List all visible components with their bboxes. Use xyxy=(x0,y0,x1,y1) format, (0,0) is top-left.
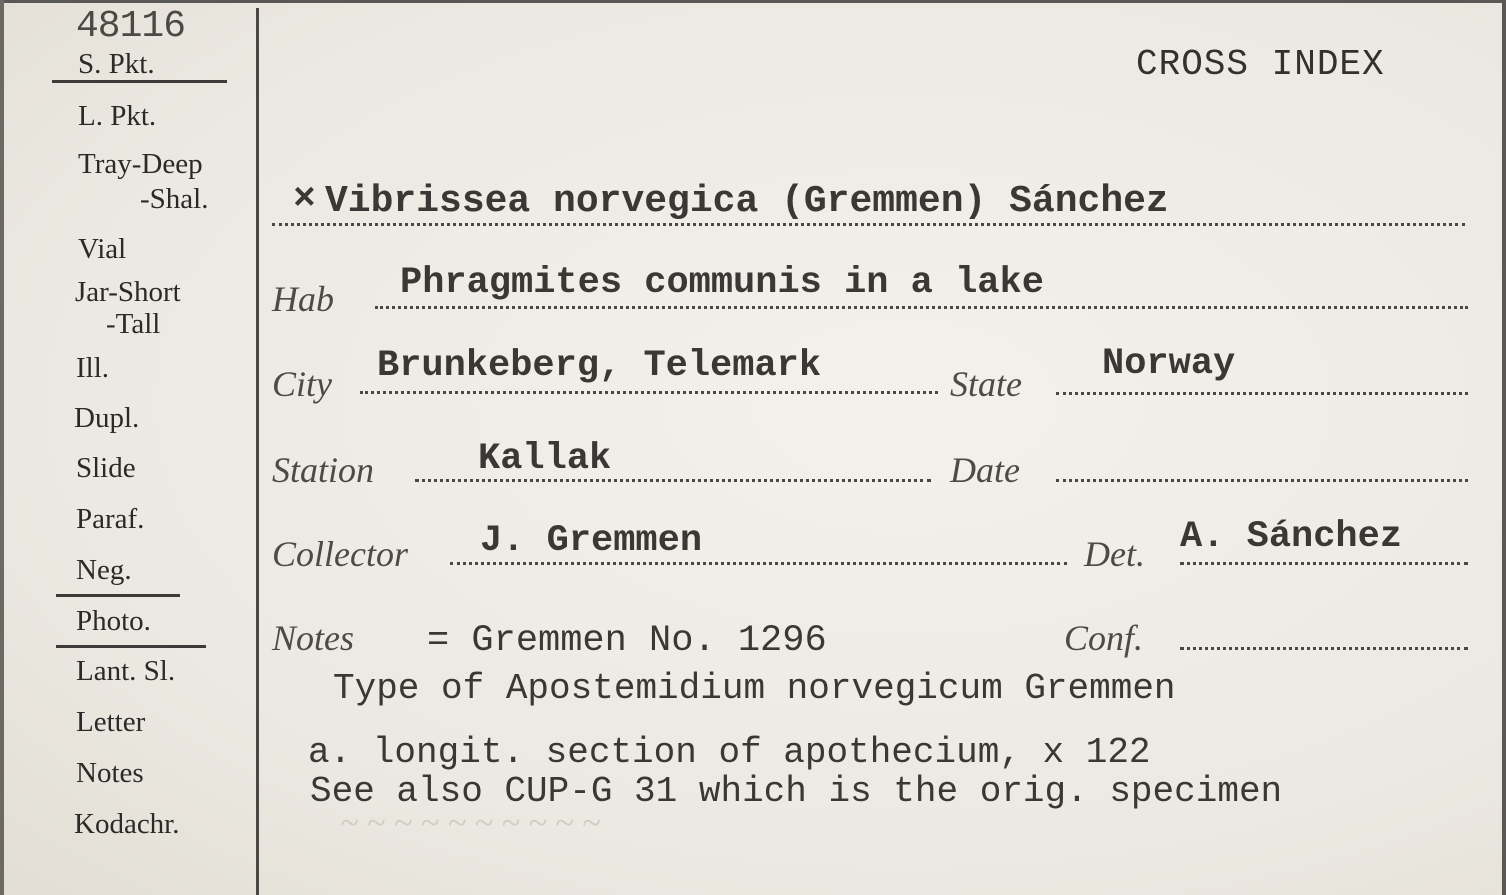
state-value: Norway xyxy=(1102,343,1236,385)
left-item-vial: Vial xyxy=(78,233,127,265)
left-item-jar-short: Jar-Short xyxy=(75,276,181,308)
station-dotted-line xyxy=(415,479,931,482)
left-item-kodachr: Kodachr. xyxy=(74,808,180,840)
station-value: Kallak xyxy=(478,438,612,480)
card-top-edge xyxy=(0,0,1506,3)
collector-value: J. Gremmen xyxy=(480,520,703,562)
notes-line-type: Type of Apostemidium norvegicum Gremmen xyxy=(333,668,1176,709)
left-item-shal: -Shal. xyxy=(140,183,209,215)
left-item-ill: Ill. xyxy=(76,352,110,384)
station-label: Station xyxy=(272,450,375,490)
left-item-letter: Letter xyxy=(76,706,146,738)
notes-line-see-also: See also CUP-G 31 which is the orig. specimen xyxy=(310,771,1283,812)
bleed-through-handwriting: ~ ~ ~ ~ ~ ~ ~ ~ ~ ~ xyxy=(340,805,601,842)
notes-label: Notes xyxy=(272,618,355,658)
card-left-edge xyxy=(0,0,4,895)
det-label: Det. xyxy=(1084,534,1145,574)
date-label: Date xyxy=(950,450,1020,490)
left-item-tall: -Tall xyxy=(106,308,161,340)
city-label: City xyxy=(272,364,332,404)
underline-s-pkt xyxy=(52,80,227,83)
hab-value: Phragmites communis in a lake xyxy=(400,262,1044,304)
left-item-lant-sl: Lant. Sl. xyxy=(76,655,176,687)
left-item-neg: Neg. xyxy=(76,554,132,586)
date-dotted-line xyxy=(1056,479,1468,482)
catalog-number: 48116 xyxy=(76,5,186,48)
left-item-dupl: Dupl. xyxy=(74,402,140,434)
hab-dotted-line xyxy=(375,306,1468,309)
city-dotted-line xyxy=(360,391,938,394)
state-label: State xyxy=(950,364,1022,404)
collector-dotted-line xyxy=(450,562,1067,565)
cross-index-title: CROSS INDEX xyxy=(1136,44,1385,85)
conf-label: Conf. xyxy=(1064,618,1144,658)
left-item-slide: Slide xyxy=(76,452,136,484)
underline-neg xyxy=(56,594,180,597)
species-dotted-line xyxy=(272,223,1465,226)
notes-line-section: a. longit. section of apothecium, x 122 xyxy=(308,732,1151,773)
card-right-edge xyxy=(1502,0,1506,895)
left-item-paraf: Paraf. xyxy=(76,503,145,535)
hab-label: Hab xyxy=(272,279,334,319)
left-item-notes: Notes xyxy=(76,757,144,789)
species-mark: × xyxy=(293,178,316,221)
conf-dotted-line xyxy=(1180,647,1468,650)
det-value: A. Sánchez xyxy=(1180,516,1403,558)
city-value: Brunkeberg, Telemark xyxy=(377,345,822,387)
det-dotted-line xyxy=(1180,562,1468,565)
notes-value: = Gremmen No. 1296 xyxy=(427,620,827,662)
left-item-photo: Photo. xyxy=(76,605,151,637)
left-item-l-pkt: L. Pkt. xyxy=(78,100,157,132)
left-item-tray-deep: Tray-Deep xyxy=(78,148,203,180)
left-item-s-pkt: S. Pkt. xyxy=(78,48,155,80)
collector-label: Collector xyxy=(272,534,408,574)
column-divider xyxy=(256,8,259,895)
underline-photo xyxy=(56,645,206,648)
state-dotted-line xyxy=(1056,392,1468,395)
species-name: Vibrissea norvegica (Gremmen) Sánchez xyxy=(325,180,1169,223)
